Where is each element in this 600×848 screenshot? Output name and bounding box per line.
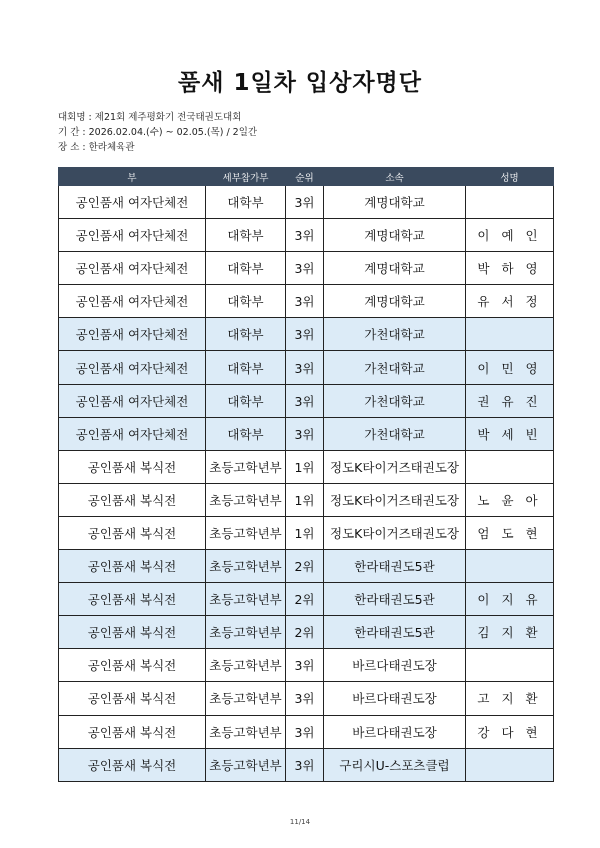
- cell-division: 공인품새 여자단체전: [59, 285, 206, 318]
- cell-name: 노 윤 아: [466, 483, 554, 516]
- cell-division: 공인품새 복식전: [59, 583, 206, 616]
- cell-name: [466, 748, 554, 781]
- table-row: [59, 748, 554, 781]
- cell-affiliation: 가천대학교: [324, 318, 466, 351]
- cell-affiliation: 정도K타이거즈태권도장: [324, 450, 466, 483]
- cell-rank: 3위: [286, 649, 324, 682]
- cell-affiliation: 정도K타이거즈태권도장: [324, 516, 466, 549]
- cell-affiliation: 계명대학교: [324, 186, 466, 219]
- column-header-affiliation: 소속: [324, 168, 466, 186]
- table-row: [59, 186, 554, 219]
- cell-division: 공인품새 복식전: [59, 550, 206, 583]
- table-row: [59, 384, 554, 417]
- cell-affiliation: 한라태권도5관: [324, 583, 466, 616]
- table-row: [59, 715, 554, 748]
- table-row: [59, 483, 554, 516]
- cell-division: 공인품새 여자단체전: [59, 351, 206, 384]
- cell-category: 대학부: [206, 318, 286, 351]
- event-name: 대회명 : 제21회 제주평화기 전국태권도대회: [58, 112, 242, 123]
- cell-name: 김 지 환: [466, 616, 554, 649]
- cell-affiliation: 한라태권도5관: [324, 616, 466, 649]
- cell-category: 초등고학년부: [206, 516, 286, 549]
- cell-rank: 2위: [286, 583, 324, 616]
- cell-category: 초등고학년부: [206, 649, 286, 682]
- cell-category: 초등고학년부: [206, 682, 286, 715]
- cell-category: 대학부: [206, 186, 286, 219]
- cell-rank: 3위: [286, 186, 324, 219]
- cell-name: [466, 649, 554, 682]
- table-row: [59, 450, 554, 483]
- cell-name: 고 지 환: [466, 682, 554, 715]
- cell-division: 공인품새 복식전: [59, 715, 206, 748]
- cell-division: 공인품새 여자단체전: [59, 252, 206, 285]
- cell-name: 유 서 정: [466, 285, 554, 318]
- table-row: [59, 318, 554, 351]
- cell-name: [466, 450, 554, 483]
- cell-name: 엄 도 현: [466, 516, 554, 549]
- cell-category: 초등고학년부: [206, 616, 286, 649]
- cell-affiliation: 정도K타이거즈태권도장: [324, 483, 466, 516]
- cell-name: 강 다 현: [466, 715, 554, 748]
- cell-division: 공인품새 복식전: [59, 682, 206, 715]
- table-row: [59, 219, 554, 252]
- cell-affiliation: 가천대학교: [324, 351, 466, 384]
- event-period: 기 간 : 2026.02.04.(수) ~ 02.05.(목) / 2일간: [58, 127, 258, 138]
- table-row: [59, 285, 554, 318]
- cell-division: 공인품새 복식전: [59, 649, 206, 682]
- column-header-division: 부: [59, 168, 206, 186]
- cell-rank: 3위: [286, 252, 324, 285]
- cell-category: 초등고학년부: [206, 583, 286, 616]
- cell-rank: 3위: [286, 285, 324, 318]
- cell-category: 대학부: [206, 285, 286, 318]
- cell-category: 대학부: [206, 384, 286, 417]
- cell-name: 이 민 영: [466, 351, 554, 384]
- event-venue: 장 소 : 한라체육관: [58, 142, 135, 153]
- table-row: [59, 252, 554, 285]
- table-row: [59, 649, 554, 682]
- cell-category: 초등고학년부: [206, 450, 286, 483]
- cell-name: 이 지 유: [466, 583, 554, 616]
- cell-rank: 1위: [286, 483, 324, 516]
- cell-category: 초등고학년부: [206, 550, 286, 583]
- cell-affiliation: 구리시U-스포츠클럽: [324, 748, 466, 781]
- cell-category: 대학부: [206, 351, 286, 384]
- cell-division: 공인품새 복식전: [59, 483, 206, 516]
- cell-affiliation: 바르다태권도장: [324, 649, 466, 682]
- table-row: [59, 351, 554, 384]
- cell-category: 대학부: [206, 417, 286, 450]
- table-row: [59, 550, 554, 583]
- cell-rank: 1위: [286, 516, 324, 549]
- cell-affiliation: 한라태권도5관: [324, 550, 466, 583]
- cell-division: 공인품새 복식전: [59, 748, 206, 781]
- cell-category: 초등고학년부: [206, 748, 286, 781]
- cell-rank: 1위: [286, 450, 324, 483]
- cell-category: 대학부: [206, 219, 286, 252]
- cell-affiliation: 바르다태권도장: [324, 715, 466, 748]
- table-row: [59, 682, 554, 715]
- cell-name: 이 예 인: [466, 219, 554, 252]
- cell-name: 박 세 빈: [466, 417, 554, 450]
- cell-affiliation: 가천대학교: [324, 417, 466, 450]
- cell-affiliation: 계명대학교: [324, 285, 466, 318]
- cell-rank: 3위: [286, 219, 324, 252]
- cell-division: 공인품새 복식전: [59, 450, 206, 483]
- cell-category: 초등고학년부: [206, 715, 286, 748]
- table-row: [59, 516, 554, 549]
- cell-category: 대학부: [206, 252, 286, 285]
- column-header-name: 성명: [466, 168, 554, 186]
- cell-name: [466, 186, 554, 219]
- cell-rank: 3위: [286, 682, 324, 715]
- results-table: [58, 167, 554, 782]
- page-number: 11/14: [289, 818, 311, 826]
- table-header-row: [59, 168, 554, 186]
- column-header-category: 세부참가부: [206, 168, 286, 186]
- cell-name: 박 하 영: [466, 252, 554, 285]
- cell-affiliation: 계명대학교: [324, 219, 466, 252]
- cell-affiliation: 바르다태권도장: [324, 682, 466, 715]
- cell-name: [466, 550, 554, 583]
- cell-affiliation: 가천대학교: [324, 384, 466, 417]
- cell-name: [466, 318, 554, 351]
- table-row: [59, 583, 554, 616]
- cell-rank: 3위: [286, 351, 324, 384]
- cell-affiliation: 계명대학교: [324, 252, 466, 285]
- cell-division: 공인품새 여자단체전: [59, 384, 206, 417]
- event-info: [58, 110, 257, 155]
- cell-rank: 3위: [286, 318, 324, 351]
- cell-division: 공인품새 여자단체전: [59, 219, 206, 252]
- cell-category: 초등고학년부: [206, 483, 286, 516]
- column-header-rank: 순위: [286, 168, 324, 186]
- cell-rank: 3위: [286, 748, 324, 781]
- cell-division: 공인품새 복식전: [59, 516, 206, 549]
- cell-division: 공인품새 여자단체전: [59, 186, 206, 219]
- page-title: 품새 1일차 입상자명단: [178, 70, 422, 96]
- cell-division: 공인품새 여자단체전: [59, 318, 206, 351]
- cell-rank: 2위: [286, 550, 324, 583]
- cell-rank: 3위: [286, 384, 324, 417]
- table-row: [59, 616, 554, 649]
- cell-division: 공인품새 복식전: [59, 616, 206, 649]
- table-row: [59, 417, 554, 450]
- cell-rank: 2위: [286, 616, 324, 649]
- cell-division: 공인품새 여자단체전: [59, 417, 206, 450]
- cell-rank: 3위: [286, 417, 324, 450]
- cell-name: 권 유 진: [466, 384, 554, 417]
- cell-rank: 3위: [286, 715, 324, 748]
